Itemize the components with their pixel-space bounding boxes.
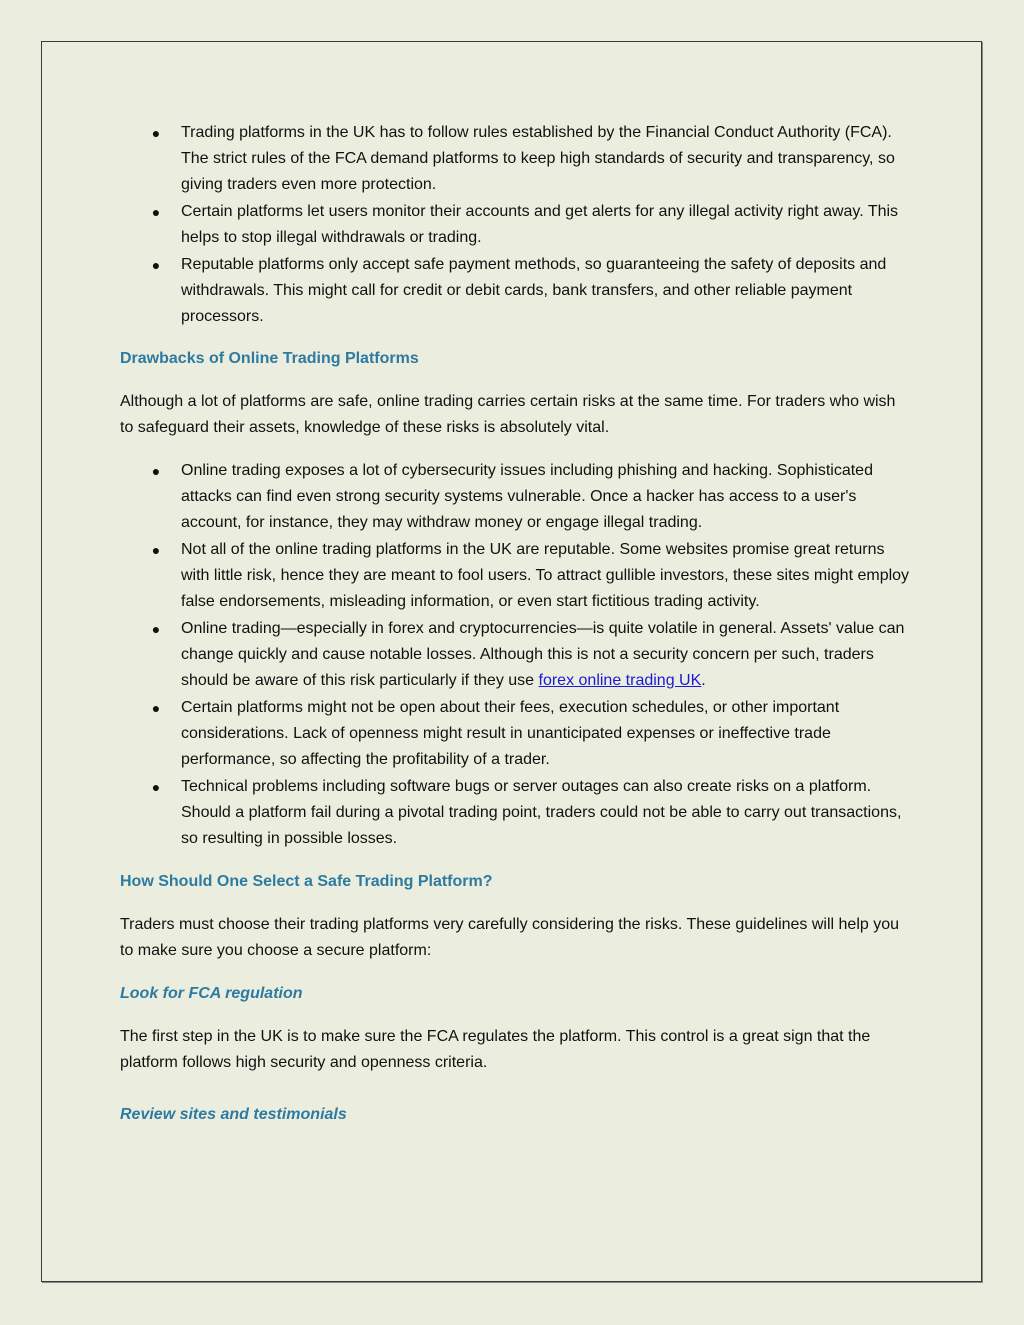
review-sites-heading: Review sites and testimonials — [120, 1106, 347, 1123]
list-item-text — [181, 620, 904, 689]
list-item-text: Trading platforms in the UK has to follow rules established by the Financial Conduct Authority (FCA). The strict rules of the FCA demand platforms to keep high standards of security and transparency, so giving traders even more protection. — [181, 124, 895, 193]
fca-regulation-heading: Look for FCA regulation — [120, 985, 303, 1002]
select-platform-heading: How Should One Select a Safe Trading Platform? — [120, 873, 493, 890]
list-item-text: Not all of the online trading platforms in the UK are reputable. Some websites promise great returns with little risk, hence they are meant to fool users. To attract gullible investors, these sites might employ false endorsements, misleading information, or even start fictitious trading activity. — [181, 541, 910, 610]
list-item — [120, 120, 910, 198]
volatility-text-end: . — [701, 672, 706, 689]
forex-trading-link[interactable]: forex online trading UK — [538, 672, 702, 689]
select-platform-intro: Traders must choose their trading platforms very carefully considering the risks. These guidelines will help you to make sure you choose a secure platform: — [120, 916, 900, 959]
list-item — [120, 695, 910, 773]
list-item — [120, 774, 910, 852]
list-item — [120, 252, 910, 330]
list-item — [120, 458, 910, 536]
bullet-icon: ● — [151, 204, 161, 220]
risks-list — [120, 458, 910, 852]
drawbacks-intro: Although a lot of platforms are safe, online trading carries certain risks at the same time. For traders who wish to safeguard their assets, knowledge of these risks is absolutely vital. — [120, 393, 896, 436]
volatility-text: Online trading—especially in forex and cryptocurrencies—is quite volatile in general. Assets' value can change quickly and cause notable losses. Although this is not a security concern per such, traders should be aware of this risk particularly if they use — [181, 620, 905, 689]
list-item-text: Certain platforms might not be open about their fees, execution schedules, or other important considerations. Lack of openness might result in unanticipated expenses or ineffective trade performance, so affecting the profitability of a trader. — [181, 699, 840, 768]
bullet-icon: ● — [151, 257, 161, 273]
drawbacks-heading: Drawbacks of Online Trading Platforms — [120, 350, 419, 367]
fca-regulation-body: The first step in the UK is to make sure the FCA regulates the platform. This control is a great sign that the platform follows high security and openness criteria. — [120, 1028, 871, 1071]
document-body — [120, 120, 910, 1128]
bullet-icon: ● — [151, 621, 161, 637]
bullet-icon: ● — [151, 125, 161, 141]
list-item — [120, 199, 910, 251]
list-item — [120, 616, 910, 694]
list-item-text: Reputable platforms only accept safe payment methods, so guaranteeing the safety of deposits and withdrawals. This might call for credit or debit cards, bank transfers, and other reliable payment processors. — [181, 256, 887, 325]
list-item-text: Online trading exposes a lot of cybersecurity issues including phishing and hacking. Sophisticated attacks can find even strong security systems vulnerable. Once a hacker has access to a user's account, for instance, they may withdraw money or engage illegal trading. — [181, 462, 873, 531]
bullet-icon: ● — [151, 463, 161, 479]
security-features-list — [120, 120, 910, 330]
list-item-text: Technical problems including software bugs or server outages can also create risks on a platform. Should a platform fail during a pivotal trading point, traders could not be able to carry out transactions, so resulting in possible losses. — [181, 778, 902, 847]
bullet-icon: ● — [151, 700, 161, 716]
list-item — [120, 537, 910, 615]
list-item-text: Certain platforms let users monitor their accounts and get alerts for any illegal activity right away. This helps to stop illegal withdrawals or trading. — [181, 203, 899, 246]
bullet-icon: ● — [151, 542, 161, 558]
bullet-icon: ● — [151, 779, 161, 795]
